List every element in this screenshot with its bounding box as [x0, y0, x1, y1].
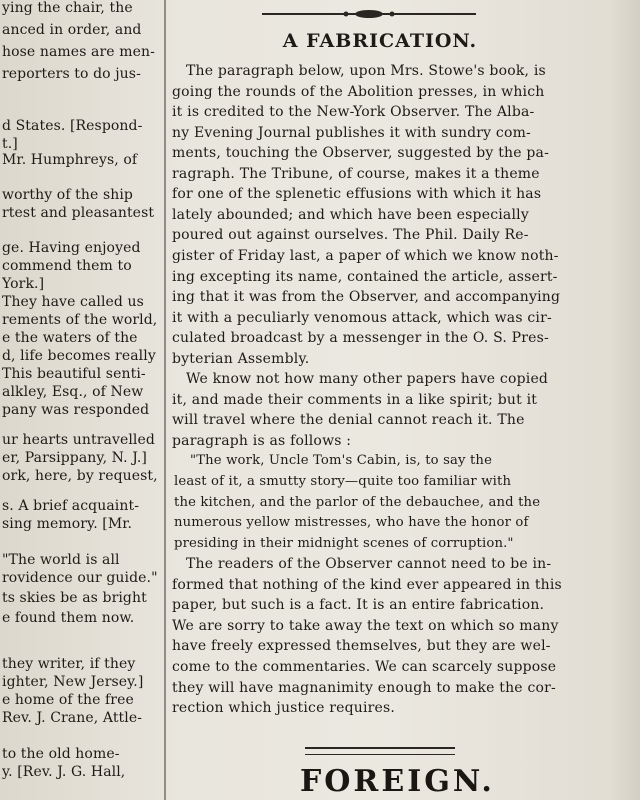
left-column-line: ur hearts untravelled: [2, 432, 155, 448]
left-column-line: This beautiful senti-: [2, 366, 146, 382]
article-line: for one of the splenetic effusions with which it has: [172, 186, 542, 203]
article-line: have freely expressed themselves, but they are wel-: [172, 638, 551, 655]
left-column-line: ighter, New Jersey.]: [2, 674, 144, 690]
article-line: The paragraph below, upon Mrs. Stowe's book, is: [186, 63, 546, 79]
left-column-line: rovidence our guide.": [2, 570, 158, 586]
left-column-line: e found them now.: [2, 610, 135, 626]
article-line: paper, but such is a fact. It is an entire fabrication.: [172, 597, 545, 614]
ornament-dot-left: [344, 12, 349, 17]
left-column-line: ork, here, by request,: [2, 468, 158, 484]
left-column-line: d States. [Respond-: [2, 118, 143, 134]
left-column-line: ge. Having enjoyed: [2, 240, 141, 256]
article-line: come to the commentaries. We can scarcely suppose: [172, 658, 557, 675]
column-rule: [164, 0, 166, 800]
article-line: We know not how many other papers have copied: [186, 371, 549, 388]
article-line: culated broadcast by a messenger in the O. S. Pres-: [172, 330, 549, 347]
article-line: ing excepting its name, contained the article, assert-: [172, 268, 558, 285]
left-column-line: er, Parsippany, N. J.]: [2, 450, 147, 466]
article-line: it is credited to the New-York Observer. The Alba-: [172, 104, 535, 121]
quoted-paragraph-line: presiding in their midnight scenes of corruption.": [174, 535, 514, 551]
left-column-line: t.]: [2, 136, 18, 152]
left-column: [0, 0, 160, 800]
left-column-line: s. A brief acquaint-: [2, 498, 140, 514]
article-line: it with a peculiarly venomous attack, which was cir-: [172, 309, 552, 326]
article-line: ing that it was from the Observer, and accompanying: [172, 289, 561, 306]
quoted-paragraph-line: least of it, a smutty story—quite too familiar with: [174, 474, 512, 489]
article-line: poured out against ourselves. The Phil. Daily Re-: [172, 227, 529, 244]
left-column-line: y. [Rev. J. G. Hall,: [2, 764, 126, 780]
left-column-line: sing memory. [Mr.: [2, 516, 133, 532]
left-column-line: Mr. Humphreys, of: [2, 152, 138, 168]
left-column-line: to the old home-: [2, 746, 120, 762]
quoted-paragraph-line: "The work, Uncle Tom's Cabin, is, to say the: [190, 453, 493, 469]
left-column-line: alkley, Esq., of New: [2, 384, 144, 400]
left-column-line: worthy of the ship: [2, 187, 133, 203]
left-column-line: commend them to: [2, 258, 132, 274]
left-column-line: York.]: [2, 276, 45, 292]
article-line: going the rounds of the Abolition presses, in which: [172, 83, 545, 100]
ornament-diamond: [355, 10, 383, 18]
left-column-line: ts skies be as bright: [2, 590, 147, 606]
left-column-line: pany was responded: [2, 402, 150, 418]
article-line: will travel where the denial cannot reach it. The: [172, 412, 525, 429]
next-section-heading: FOREIGN.: [300, 764, 495, 799]
ornament-dot-right: [390, 12, 395, 17]
article-line: The readers of the Observer cannot need to be in-: [186, 556, 552, 573]
left-column-line: anced in order, and: [2, 22, 142, 38]
left-column-line: they writer, if they: [2, 656, 136, 672]
left-column-line: rtest and pleasantest: [2, 205, 155, 221]
section-divider: [305, 747, 455, 755]
left-column-line: d, life becomes really: [2, 348, 156, 364]
article-line: they will have magnanimity enough to make the cor-: [172, 679, 556, 696]
left-column-line: e the waters of the: [2, 330, 138, 346]
left-column-line: reporters to do jus-: [2, 66, 141, 82]
left-column-line: They have called us: [2, 294, 144, 310]
left-column-line: rements of the world,: [2, 312, 158, 328]
article-line: lately abounded; and which have been especially: [172, 206, 529, 223]
left-column-line: ying the chair, the: [2, 0, 133, 16]
quoted-paragraph-line: the kitchen, and the parlor of the debauchee, and the: [174, 494, 541, 510]
left-column-line: "The world is all: [2, 552, 120, 568]
article-line: byterian Assembly.: [172, 350, 310, 367]
article-line: formed that nothing of the kind ever appeared in this: [172, 576, 562, 593]
article-line: We are sorry to take away the text on which so many: [172, 617, 559, 634]
article-line: paragraph is as follows :: [172, 432, 352, 449]
left-column-line: Rev. J. Crane, Attle-: [2, 710, 143, 726]
page-edge-shadow: [610, 0, 640, 800]
article-line: rection which justice requires.: [172, 700, 396, 717]
article-title: A FABRICATION.: [282, 30, 478, 52]
left-column-line: e home of the free: [2, 692, 134, 708]
article-line: ments, touching the Observer, suggested by the pa-: [172, 145, 550, 162]
article-line: gister of Friday last, a paper of which we know noth-: [172, 247, 559, 264]
article-line: ragraph. The Tribune, of course, makes it a theme: [172, 165, 540, 182]
left-column-line: hose names are men-: [2, 44, 155, 60]
article-line: it, and made their comments in a like spirit; but it: [172, 391, 538, 408]
quoted-paragraph-line: numerous yellow mistresses, who have the honor of: [174, 515, 529, 531]
article-line: ny Evening Journal publishes it with sundry com-: [172, 124, 531, 141]
ornament-rule: [262, 9, 476, 19]
